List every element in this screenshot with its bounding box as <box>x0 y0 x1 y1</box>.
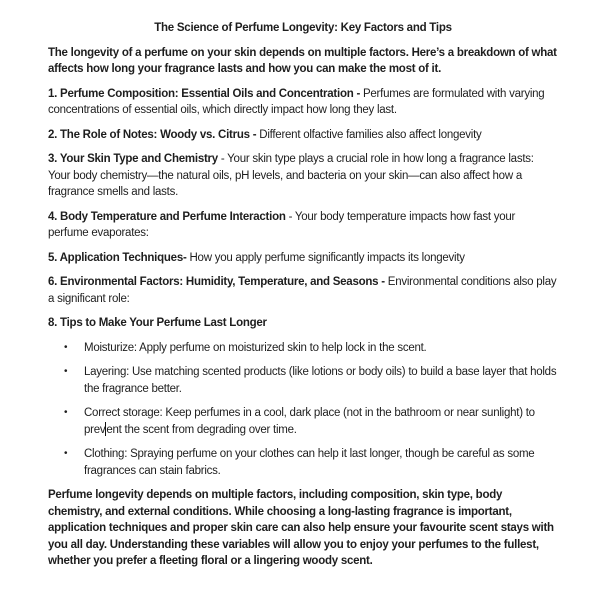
section-paragraph-5 <box>48 250 558 267</box>
section-paragraph-2 <box>48 127 558 144</box>
bullet-icon: • <box>64 407 68 418</box>
document-title: The Science of Perfume Longevity: Key Factors and Tips <box>154 22 452 34</box>
bullet-item-moisturize <box>64 340 558 357</box>
bullet-icon: • <box>64 448 68 459</box>
bullet-item-layering <box>64 364 558 397</box>
conclusion-paragraph: Perfume longevity depends on multiple factors, including composition, skin type, body chemistry, and external conditions. While choosing a long-lasting fragrance is important, application techniques and proper skin care can also help ensure your favourite scent stays with you all day. Understanding these variables will allow you to enjoy your perfumes to the fullest, whether you prefer a fleeting floral or a lingering woody scent. <box>48 489 554 567</box>
section-body: How you apply perfume significantly impacts its longevity <box>186 251 465 264</box>
section-paragraph-3 <box>48 151 558 201</box>
section-heading: 3. Your Skin Type and Chemistry <box>48 153 218 165</box>
bullet-text: Clothing: Spraying perfume on your clothes can help it last longer, though be careful as some fragrances can stain fabrics. <box>84 448 535 477</box>
section-body: - Your skin type plays a crucial role in how long a fragrance lasts: Your body chemistry—the natural oils, pH levels, and bacteria on your skin—can also affect how a fragrance smells and lasts. <box>48 153 534 198</box>
section-paragraph-6 <box>48 274 558 307</box>
section-paragraph-4 <box>48 209 558 242</box>
bullet-icon: • <box>64 366 68 377</box>
text-before-caret: Correct storage: Keep perfumes in a cool, dark place (not in the bathroom or near sunlight) to prev <box>84 407 535 436</box>
section-body: Perfumes are formulated with varying concentrations of essential oils, which directly impact how long they last. <box>48 87 545 116</box>
bullet-icon: • <box>64 341 68 353</box>
text-after-caret: ent the scent from degrading over time. <box>106 423 297 436</box>
section-paragraph-8 <box>48 315 558 332</box>
section-body: Different olfactive families also affect longevity <box>256 128 482 141</box>
bullet-text <box>84 405 558 438</box>
bullet-text: Moisturize: Apply perfume on moisturized skin to help lock in the scent. <box>84 341 427 354</box>
section-heading: 1. Perfume Composition: Essential Oils and Concentration - <box>48 87 361 100</box>
section-paragraph-1 <box>48 86 558 119</box>
section-body: Environmental conditions also play a significant role: <box>48 276 557 305</box>
section-heading: 4. Body Temperature and Perfume Interaction <box>48 210 286 223</box>
section-heading: 6. Environmental Factors: Humidity, Temperature, and Seasons - <box>48 276 385 288</box>
section-heading: 8. Tips to Make Your Perfume Last Longer <box>48 317 267 329</box>
section-body: - Your body temperature impacts how fast your perfume evaporates: <box>48 210 516 239</box>
tips-bullet-list <box>48 340 558 480</box>
bullet-item-correct-storage <box>64 405 558 438</box>
section-heading: 2. The Role of Notes: Woody vs. Citrus - <box>48 128 257 141</box>
bullet-item-clothing <box>64 446 558 479</box>
section-heading: 5. Application Techniques- <box>48 251 187 264</box>
bullet-text: Layering: Use matching scented products (like lotions or body oils) to build a base layer that holds the fragrance better. <box>84 366 557 395</box>
intro-paragraph: The longevity of a perfume on your skin depends on multiple factors. Here’s a breakdown of what affects how long your fragrance lasts and how you can make the most of it. <box>48 46 557 75</box>
